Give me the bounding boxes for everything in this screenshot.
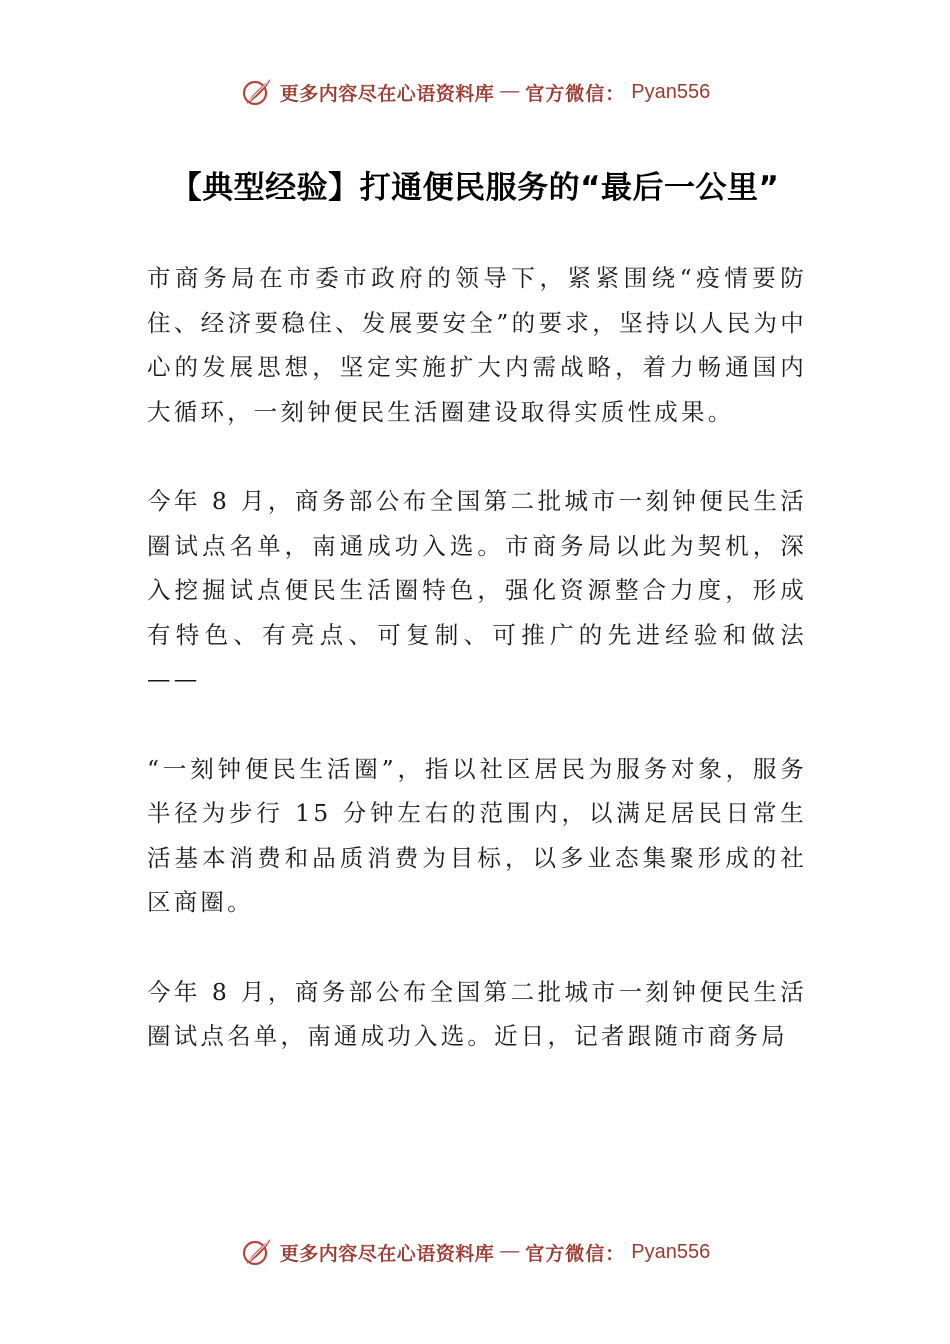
banner-wechat-id: Pyan556 <box>631 80 711 103</box>
feather-pen-logo-icon <box>240 1235 274 1269</box>
paragraph-4: 今年 8 月，商务部公布全国第二批城市一刻钟便民生活圈试点名单，南通成功入选。近日，记者跟随市商务局 <box>147 977 807 1051</box>
header-banner <box>0 72 950 112</box>
paragraph-3: “一刻钟便民生活圈”，指以社区居民为服务对象，服务半径为步行 15 分钟左右的范围内，以满足居民日常生活基本消费和品质消费为目标，以多业态集聚形成的社区商圈。 <box>147 754 807 917</box>
banner-slogan: 更多内容尽在心语资料库 <box>279 82 495 105</box>
banner-separator: — <box>500 1241 520 1262</box>
banner-wechat-id: Pyan556 <box>631 1240 711 1263</box>
banner-slogan: 更多内容尽在心语资料库 <box>279 1242 495 1265</box>
paragraph-2: 今年 8 月，商务部公布全国第二批城市一刻钟便民生活圈试点名单，南通成功入选。市商务局以此为契机，深入挖掘试点便民生活圈特色，强化资源整合力度，形成有特色、有亮点、可复制、可推广的先进经验和做法—— <box>147 486 807 694</box>
document-title: 【典型经验】打通便民服务的“最后一公里” <box>170 170 780 206</box>
feather-pen-logo-icon <box>240 75 274 109</box>
document-body <box>147 256 807 1103</box>
footer-banner <box>0 1232 950 1272</box>
banner-official-label: 官方微信： <box>525 82 626 105</box>
banner-separator: — <box>500 81 520 102</box>
banner-official-label: 官方微信： <box>525 1242 626 1265</box>
paragraph-1: 市商务局在市委市政府的领导下，紧紧围绕“疫情要防住、经济要稳住、发展要安全”的要求，坚持以人民为中心的发展思想，坚定实施扩大内需战略，着力畅通国内大循环，一刻钟便民生活圈建设取得实质性成果。 <box>147 264 807 426</box>
